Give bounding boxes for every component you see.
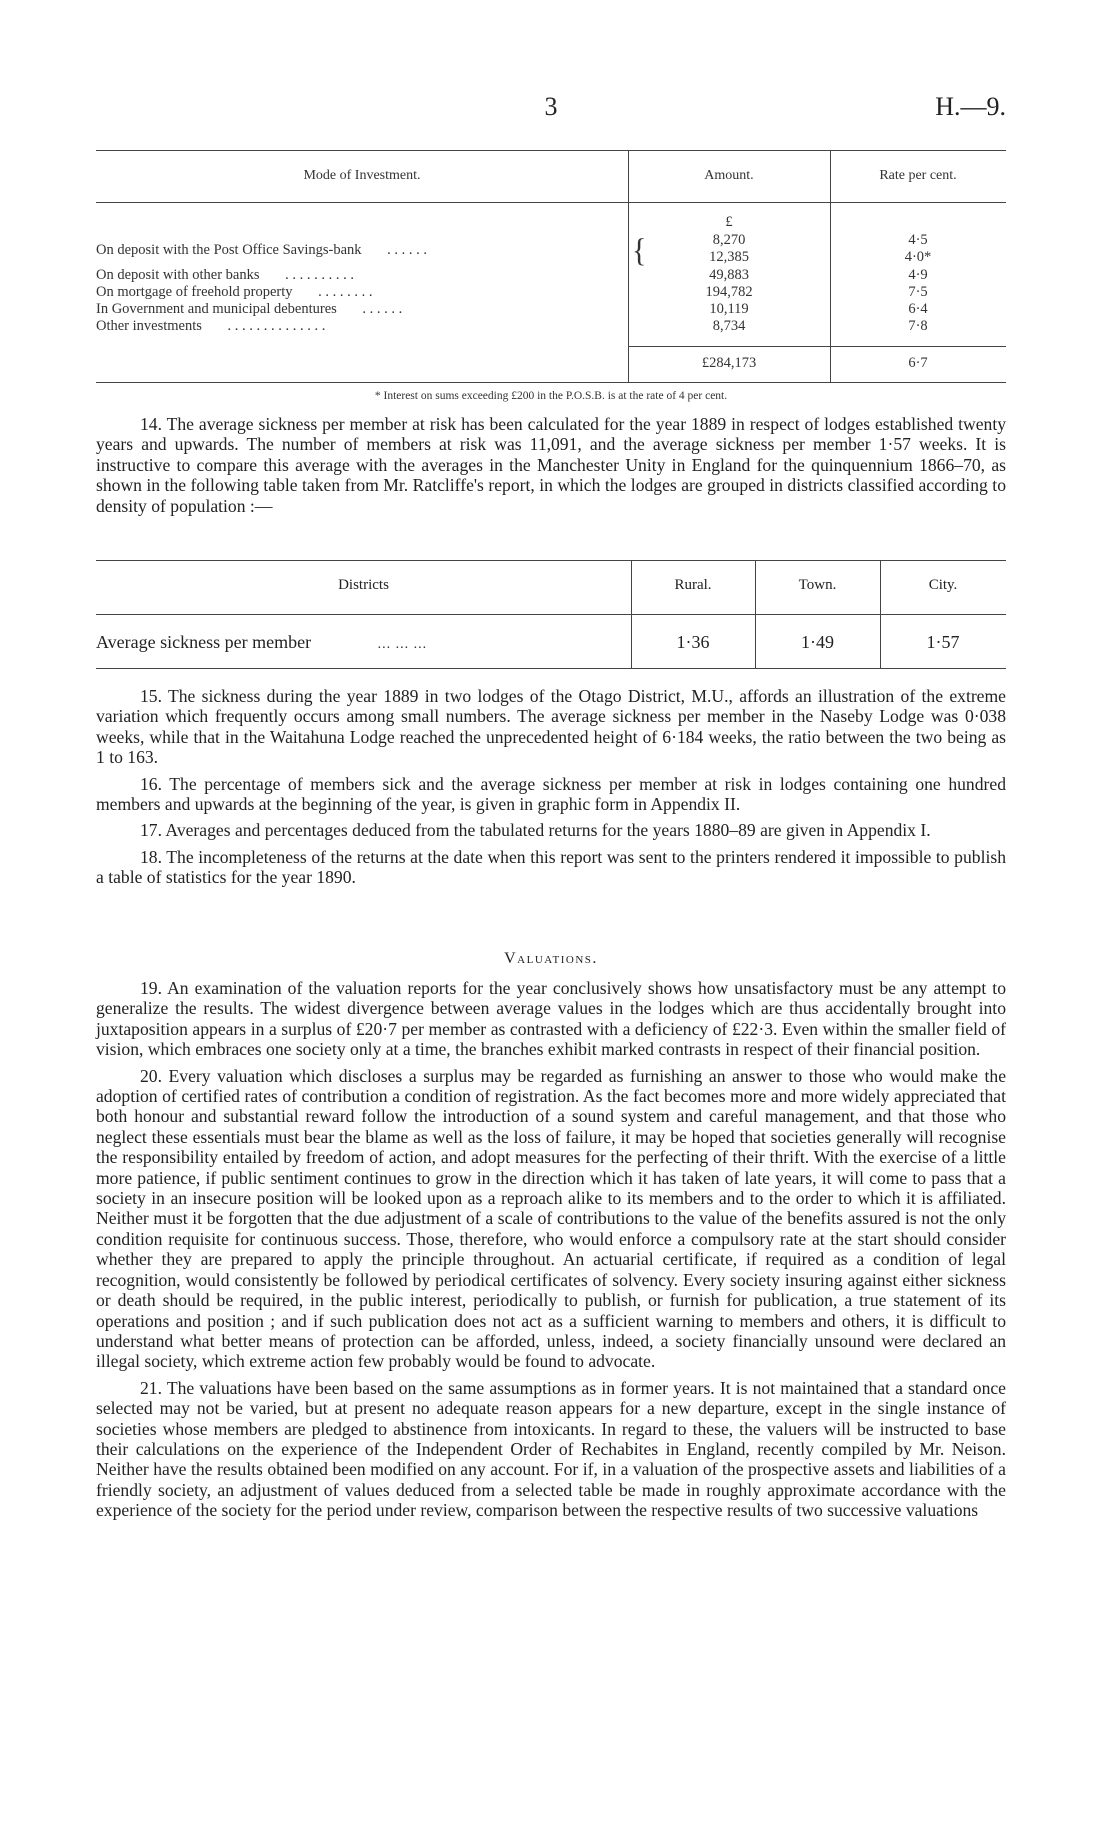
rate-value: 7·8 [908,318,928,334]
paragraph-19: 19. An examination of the valuation reports for the year conclusively shows how unsatisfactory must be any attempt to generalize the results. The widest divergence between average values in the lodges which are thus accidentally brought into juxtaposition appears in a surplus of £20·7 per member as contrasted with a deficiency of £22·3. Even within the smaller field of vision, which embraces one society only at a time, the branches exhibit marked contrasts in respect of their financial position. [96,978,1006,1060]
investment-mode: On deposit with the Post Office Savings-bank [96,242,362,258]
table-row [96,242,427,259]
col-header-amount: Amount. [704,168,754,183]
rate-value: 4·0* [904,249,932,265]
value-rural: 1·36 [676,632,710,652]
dot-leader: . . . . . . . . [318,284,373,300]
paragraphs-19-21 [96,978,1006,1521]
page-number: 3 [544,92,558,121]
paragraph-15: 15. The sickness during the year 1889 in two lodges of the Otago District, M.U., affords an illustration of the extreme variation which frequently occurs among small numbers. The average sickness per member in the Naseby Lodge was 0·038 weeks, while that in the Waitahuna Lodge reached the unprecedented height of 6·184 weeks, the ratio between the two being as 1 to 163. [96,686,1006,768]
rate-value: 4·5 [908,232,928,248]
total-amount: £284,173 [701,355,757,371]
paragraph-text: 14. The average sickness per member at risk has been calculated for the year 1889 in respect of lodges established twenty years and upwards. The number of members at risk was 11,091, and the average sickness per member 1·57 weeks. It is instructive to compare this average with the averages in the Manchester Unity in England for the quinquennium 1866–70, as shown in the following table taken from Mr. Ratcliffe's report, in which the lodges are grouped in districts classified according to density of population :— [96,414,1006,516]
rate-value: 6·4 [908,301,928,317]
dot-leader: . . . . . . [387,242,428,258]
currency-symbol: £ [725,214,733,230]
paragraph-14 [96,414,1006,516]
amount-value: 8,270 [712,232,746,248]
col-header-rural: Rural. [674,577,712,593]
page-header [96,92,1006,132]
investment-mode: Other investments [96,318,202,334]
paragraph-16: 16. The percentage of members sick and the average sickness per member at risk in lodges containing one hundred members and upwards at the beginning of the year, is given in graphic form in Appendix II. [96,773,1006,815]
total-rate: 6·7 [908,355,928,371]
rate-value: 7·5 [908,284,928,300]
value-city: 1·57 [926,632,960,652]
investment-mode: On deposit with other banks [96,267,260,283]
document-reference: H.—9. [935,92,1006,121]
paragraphs-15-18 [96,686,1006,888]
dot-leader: . . . . . . . . . . . . . . [227,318,326,334]
table-footnote: * Interest on sums exceeding £200 in the P.O.S.B. is at the rate of 4 per cent. [374,390,728,402]
investment-mode: On mortgage of freehold property [96,284,293,300]
table-row [96,318,325,335]
col-header-mode: Mode of Investment. [303,168,421,183]
col-header-rate: Rate per cent. [879,168,957,183]
amount-value: 10,119 [709,301,749,317]
paragraph-21: 21. The valuations have been based on the same assumptions as in former years. It is not maintained that a standard once selected may not be varied, but at present no adequate reason appears for a new departure, except in the single instance of societies whose members are pledged to abstinence from intoxicants. In regard to these, the valuers will be instructed to base their calculations on the experience of the Independent Order of Rechabites in England, recently compiled by Mr. Neison. Neither have the results obtained been modified on any account. For if, in a valuation of the prospective assets and liabilities of a friendly society, an adjustment of values deduced from a selected table be made in roughly approximate accordance with the experience of the society for the period under review, comparison between the respective results of two successive valuations [96,1377,1006,1521]
amount-value: 12,385 [709,249,749,265]
table-row [96,632,427,653]
paragraph-18: 18. The incompleteness of the returns at the date when this report was sent to the printers rendered it impossible to publish a table of statistics for the year 1890. [96,846,1006,888]
value-town: 1·49 [801,632,834,652]
dot-leader: . . . . . . . . . . [285,267,355,283]
paragraph-20: 20. Every valuation which discloses a surplus may be regarded as furnishing an answer to those who would make the adoption of certified rates of contribution a condition of registration. As the fact becomes more and more widely appreciated that both honour and substantial reward follow the introduction of a sound system and careful management, and that those who neglect these essentials must bear the blame as well as the loss of failure, it may be hoped that societies generally will recognise the responsibility entailed by freedom of action, and adopt measures for the perfecting of their thrift. With the exercise of a little more patience, if public sentiment continues to grow in the direction which it has taken of late years, it will come to pass that a society in an insecure position will be looked upon as a reproach alike to its members and to the order to which it is affiliated. Neither must it be forgotten that the due adjustment of a scale of contributions to the value of the benefits assured is not the only condition requisite for continuous success. Those, therefore, who would enforce a compulsory rate at the start should consider whether they are prepared to apply the principle throughout. An actuarial certificate, if required as a condition of legal recognition, would consistently be followed by periodical certificates of solvency. Every society insuring against either sickness or death should be required, in the public interest, periodically to publish, or furnish for publication, a true statement of its operations and position ; and if such publication does not act as a sufficient warning to members and others, it is difficult to understand what better means of protection can be afforded, unless, indeed, a society financially unsound were declared an illegal society, which extreme action few probably would be found to advocate. [96,1065,1006,1372]
col-header-city: City. [928,577,958,593]
dot-leader: ... ... ... [377,637,428,652]
amount-value: 8,734 [712,318,746,334]
section-heading: Valuations. [504,950,598,967]
table-row [96,284,373,301]
col-header-districts: Districts [338,577,389,593]
row-label: Average sickness per member [96,632,312,652]
paragraph-17: 17. Averages and percentages deduced from the tabulated returns for the years 1880–89 are given in Appendix I. [140,820,931,841]
rate-value: 4·9 [908,267,928,283]
table-row [96,267,354,284]
amount-cell [628,232,830,269]
table-row [96,301,402,318]
investment-mode: In Government and municipal debentures [96,301,337,317]
brace: { [632,232,647,269]
dot-leader: . . . . . . [362,301,403,317]
col-header-town: Town. [798,577,837,593]
amount-value: 49,883 [709,267,749,283]
rate-cell [830,232,1006,266]
amount-value: 194,782 [705,284,753,300]
